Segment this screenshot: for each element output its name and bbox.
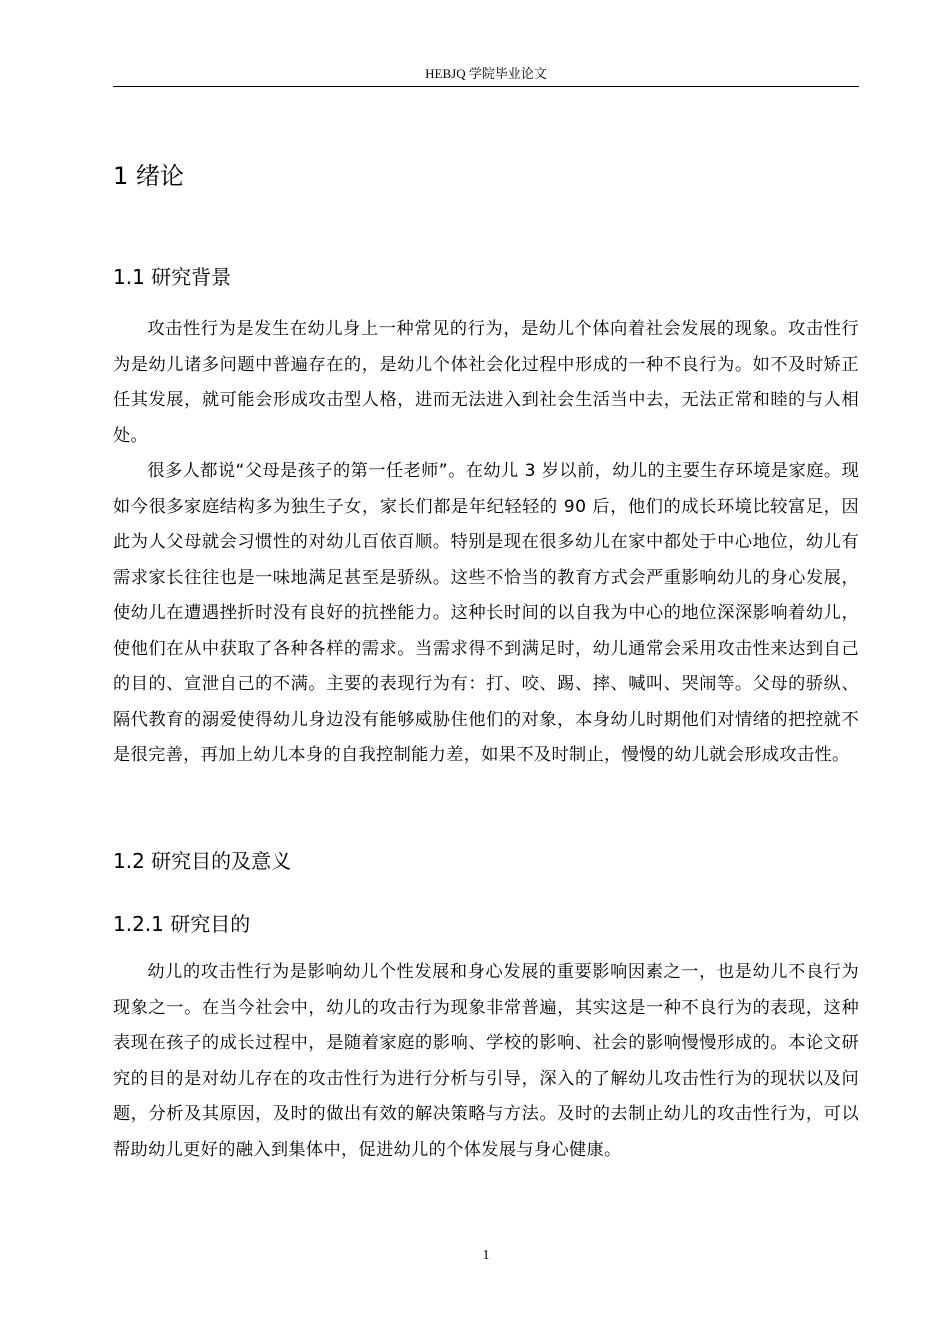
paragraph-purpose-1: 幼儿的攻击性行为是影响幼儿个性发展和身心发展的重要影响因素之一，也是幼儿不良行为现象之一。在当今社会中，幼儿的攻击行为现象非常普遍，其实这是一种不良行为的表现，这种表现在孩子的成长过程中，是随着家庭的影响、学校的影响、社会的影响慢慢形成的。本论文研究的目的是对幼儿存在的攻击性行为进行分析与引导，深入的了解幼儿攻击性行为的现状以及问题，分析及其原因，及时的做出有效的解决策略与方法。及时的去制止幼儿的攻击性行为，可以帮助幼儿更好的融入到集体中，促进幼儿的个体发展与身心健康。 [113, 962, 859, 1160]
running-header: HEBJQ 学院毕业论文 [425, 66, 547, 81]
section-title-purpose-significance: 1.2 研究目的及意义 [113, 849, 292, 873]
header-divider [113, 86, 859, 87]
paragraph-background-2: 很多人都说“父母是孩子的第一任老师”。在幼儿 3 岁以前，幼儿的主要生存环境是家庭。现如今很多家庭结构多为独生子女，家长们都是年纪轻轻的 90 后，他们的成长环境比较富足，因此为人父母就会习惯性的对幼儿百依百顺。特别是现在很多幼儿在家中都处于中心地位，幼儿有需求家长往往也是一味地满足甚至是骄纵。这些不恰当的教育方式会严重影响幼儿的身心发展，使幼儿在遭遇挫折时没有良好的抗挫能力。这种长时间的以自我为中心的地位深深影响着幼儿，使他们在从中获取了各种各样的需求。当需求得不到满足时，幼儿通常会采用攻击性来达到自己的目的、宣泄自己的不满。主要的表现行为有：打、咬、踢、摔、喊叫、哭闹等。父母的骄纵、隔代教育的溺爱使得幼儿身边没有能够威胁住他们的对象，本身幼儿时期他们对情绪的把控就不是很完善，再加上幼儿本身的自我控制能力差，如果不及时制止，慢慢的幼儿就会形成攻击性。 [113, 461, 859, 765]
paragraph-background-1: 攻击性行为是发生在幼儿身上一种常见的行为，是幼儿个体向着社会发展的现象。攻击性行为是幼儿诸多问题中普遍存在的，是幼儿个体社会化过程中形成的一种不良行为。如不及时矫正任其发展，就可能会形成攻击型人格，进而无法进入到社会生活当中去，无法正常和睦的与人相处。 [113, 319, 859, 446]
chapter-title: 1 绪论 [113, 162, 184, 190]
section-title-background: 1.1 研究背景 [113, 265, 232, 289]
page-number: 1 [482, 1248, 490, 1263]
subsection-title-purpose: 1.2.1 研究目的 [113, 912, 251, 936]
